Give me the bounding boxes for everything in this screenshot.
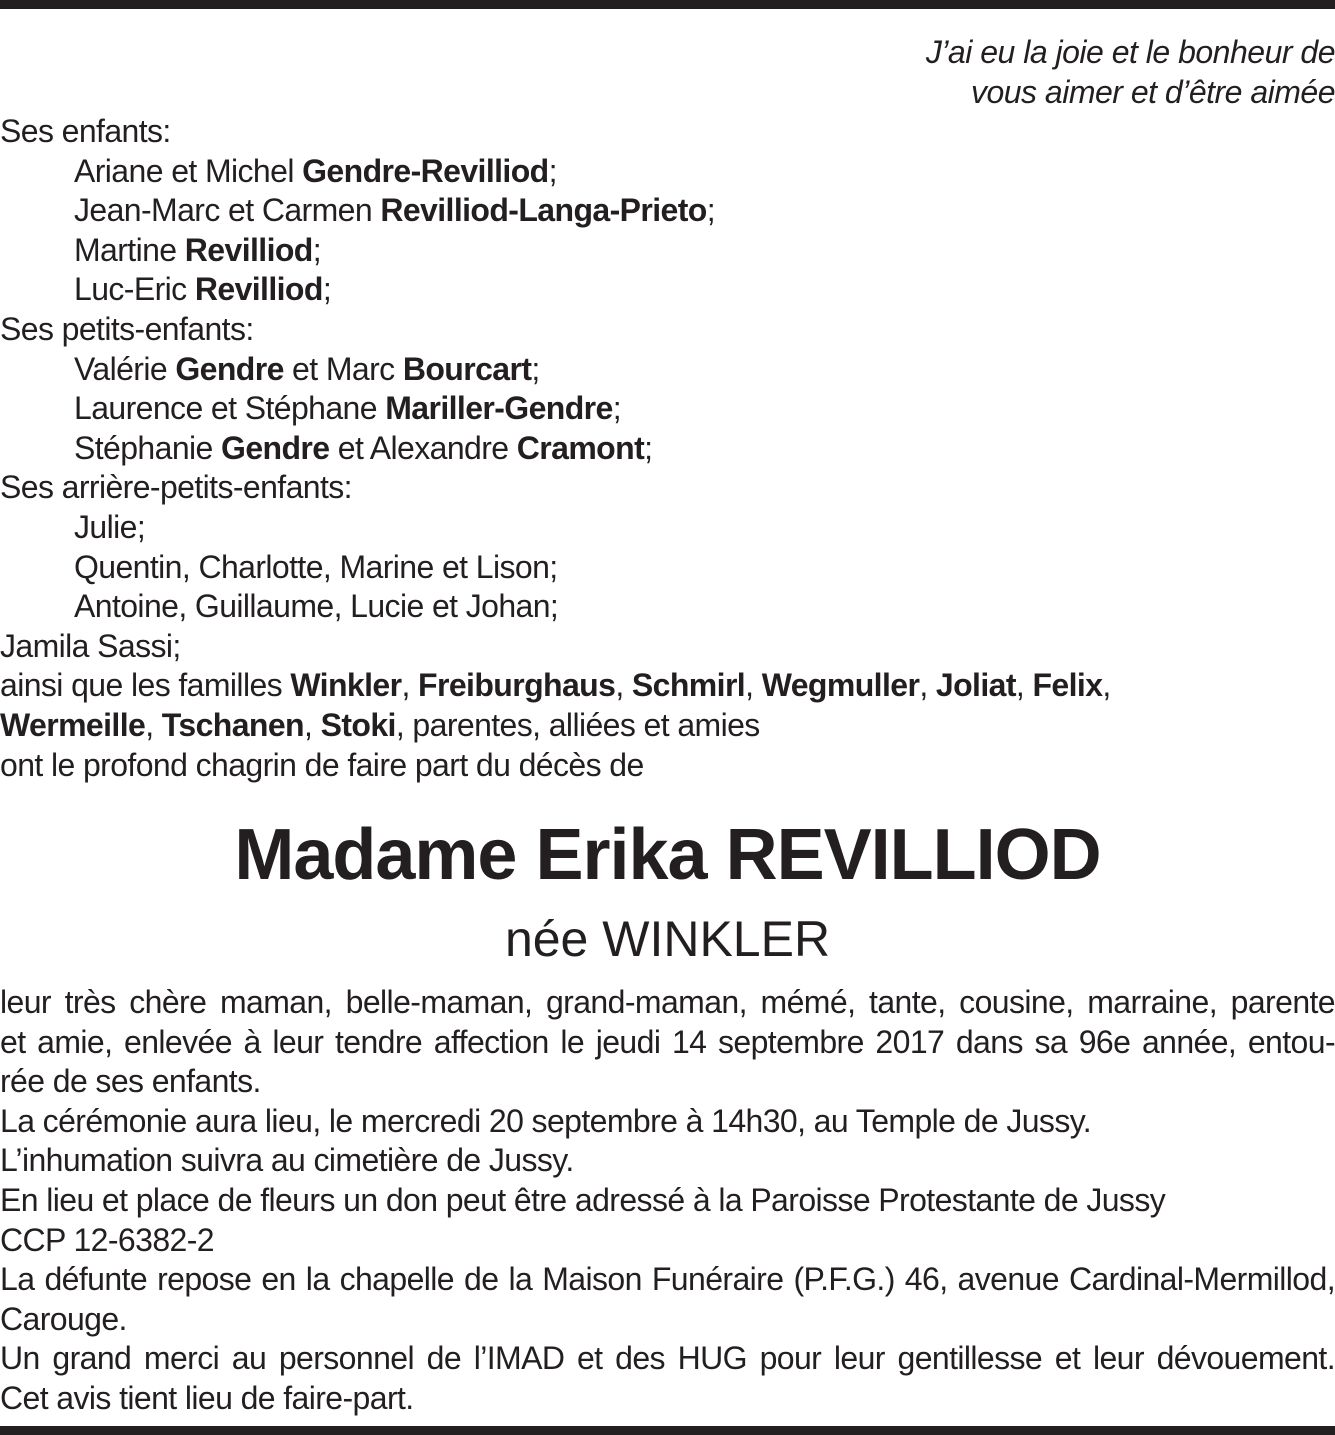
separator: , xyxy=(145,706,162,743)
family-name: Winkler xyxy=(290,667,402,704)
grandchildren-heading: Ses petits-enfants: xyxy=(0,310,254,347)
other-relative-line: Jamila Sassi; xyxy=(0,627,181,664)
ceremony-line: La cérémonie aura lieu, le mercredi 20 septembre à 14h30, au Temple de Jussy. xyxy=(0,1102,1092,1139)
surname: Gendre xyxy=(175,350,284,387)
family-name: Felix xyxy=(1032,667,1103,704)
child-line xyxy=(0,270,1335,310)
epigraph-quote xyxy=(0,32,1335,112)
family-name: Joliat xyxy=(935,667,1016,704)
surname: Gendre xyxy=(221,429,330,466)
punctuation: ; xyxy=(612,390,622,427)
surname: Cramont xyxy=(516,429,645,466)
body-line: et amie, enlevée à leur tendre affection le jeudi 14 septembre 2017 dans sa 96e année, entou- xyxy=(0,1023,1335,1060)
great-grandchild-line: Antoine, Guillaume, Lucie et Johan; xyxy=(74,588,559,625)
given-names: Valérie xyxy=(74,350,176,387)
family-name: Schmirl xyxy=(631,667,746,704)
surname: Bourcart xyxy=(402,350,532,387)
separator: , xyxy=(615,667,632,704)
punctuation: ; xyxy=(644,429,653,466)
punctuation: ; xyxy=(531,350,540,387)
repose-line: La défunte repose en la chapelle de la Maison Funéraire (P.F.G.) 46, avenue Cardinal-Mermillod, xyxy=(0,1261,1335,1298)
ccp-account: CCP 12-6382-2 xyxy=(0,1221,214,1258)
given-names: Jean-Marc et Carmen xyxy=(74,192,381,229)
separator: , xyxy=(401,667,419,704)
faire-part-line: Cet avis tient lieu de faire-part. xyxy=(0,1380,414,1417)
family-name: Wegmuller xyxy=(761,667,920,704)
given-names: Luc-Eric xyxy=(74,271,195,308)
children-heading: Ses enfants: xyxy=(0,113,171,149)
family-name: Wermeille xyxy=(0,706,146,743)
grandchild-line xyxy=(0,350,1335,390)
families-intro: ainsi que les familles xyxy=(0,667,291,704)
families-tail: , parentes, alliées et amies xyxy=(395,706,760,743)
child-line xyxy=(0,231,1335,271)
quote-line: J’ai eu la joie et le bonheur de xyxy=(925,34,1335,70)
bottom-rule xyxy=(0,1426,1335,1435)
surname: Mariller-Gendre xyxy=(385,390,613,427)
donation-line: En lieu et place de fleurs un don peut être adressé à la Paroisse Protestante de Jussy xyxy=(0,1182,1166,1219)
burial-line: L’inhumation suivra au cimetière de Jussy. xyxy=(0,1142,574,1179)
separator: , xyxy=(745,667,762,704)
separator: , xyxy=(1015,667,1033,704)
notice-body xyxy=(0,983,1335,1419)
top-rule xyxy=(0,0,1335,9)
surname: Gendre-Revilliod xyxy=(302,152,549,189)
given-names: Laurence et Stéphane xyxy=(74,390,386,427)
deceased-name: Madame Erika REVILLIOD xyxy=(234,815,1101,896)
family-name: Tschanen xyxy=(161,706,304,743)
punctuation: ; xyxy=(706,192,716,229)
announcement-line: ont le profond chagrin de faire part du décès de xyxy=(0,746,644,783)
punctuation: ; xyxy=(548,152,557,189)
punctuation: ; xyxy=(312,231,322,268)
great-grandchild-line: Quentin, Charlotte, Marine et Lison; xyxy=(74,548,558,585)
given-names: Stéphanie xyxy=(74,429,222,466)
punctuation: ; xyxy=(322,271,332,308)
family-name: Stoki xyxy=(320,706,396,743)
surname: Revilliod-Langa-Prieto xyxy=(380,192,707,229)
surname: Revilliod xyxy=(194,271,323,308)
body-line: rée de ses enfants. xyxy=(0,1063,261,1100)
separator: , xyxy=(304,706,321,743)
quote-line: vous aimer et d’être aimée xyxy=(970,74,1335,110)
great-grandchild-line: Julie; xyxy=(74,508,146,545)
given-names: et Marc xyxy=(283,350,403,387)
grandchild-line xyxy=(0,429,1335,469)
obituary-notice xyxy=(0,32,1335,1419)
separator: , xyxy=(1102,667,1111,704)
grandchild-line xyxy=(0,389,1335,429)
surname: Revilliod xyxy=(184,231,313,268)
repose-line: Carouge. xyxy=(0,1300,127,1337)
given-names: et Alexandre xyxy=(329,429,517,466)
child-line xyxy=(0,152,1335,192)
families-line xyxy=(0,706,1335,746)
separator: , xyxy=(919,667,936,704)
thanks-line: Un grand merci au personnel de l’IMAD et des HUG pour leur gentillesse et leur dévouement. xyxy=(0,1340,1335,1377)
child-line xyxy=(0,191,1335,231)
maiden-name: née WINKLER xyxy=(504,911,831,968)
great-grandchildren-heading: Ses arrière-petits-enfants: xyxy=(0,469,352,506)
given-names: Martine xyxy=(74,231,185,268)
family-name: Freiburghaus xyxy=(418,667,616,704)
families-line xyxy=(0,666,1335,706)
given-names: Ariane et Michel xyxy=(74,152,303,189)
body-line: leur très chère maman, belle-maman, grand-maman, mémé, tante, cousine, marraine, parente xyxy=(0,984,1335,1021)
